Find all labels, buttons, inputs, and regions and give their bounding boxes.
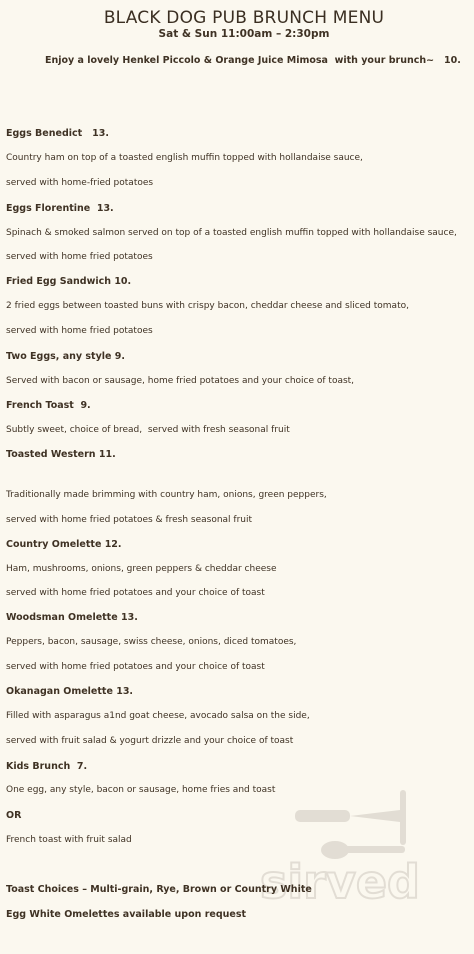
line-7: 2 fried eggs between toasted buns with crispy bacon, cheddar cheese and sliced tomato, (6, 301, 409, 311)
menu-title: BLACK DOG PUB BRUNCH MENU (103, 8, 385, 28)
line-19: Woodsman Omelette 13. (6, 612, 138, 623)
menu-hours: Sat & Sun 11:00am – 2:30pm (158, 28, 330, 40)
line-2: served with home-fried potatoes (6, 178, 154, 188)
line-29: Toast Choices – Multi-grain, Rye, Brown or Country White (6, 884, 312, 895)
line-22: Okanagan Omelette 13. (6, 686, 134, 697)
line-16: Country Omelette 12. (6, 539, 122, 550)
line-6: Fried Egg Sandwich 10. (6, 276, 132, 287)
line-8: served with home fried potatoes (6, 326, 153, 336)
line-24: served with fruit salad & yogurt drizzle and your choice of toast (6, 736, 294, 746)
line-0: Eggs Benedict 13. (6, 128, 109, 139)
line-9: Two Eggs, any style 9. (6, 351, 125, 362)
line-18: served with home fried potatoes and your choice of toast (6, 588, 265, 598)
line-26: One egg, any style, bacon or sausage, home fries and toast (6, 785, 276, 795)
line-15: served with home fried potatoes & fresh seasonal fruit (6, 515, 253, 525)
line-1: Country ham on top of a toasted english muffin topped with hollandaise sauce, (6, 153, 363, 163)
watermark-text: sirved (260, 855, 420, 909)
line-28: French toast with fruit salad (6, 835, 132, 845)
line-27: OR (6, 810, 22, 821)
sirved-watermark (250, 770, 450, 910)
line-25: Kids Brunch 7. (6, 761, 88, 772)
mimosa-offer: Enjoy a lovely Henkel Piccolo & Orange Juice Mimosa with your brunch~ 10. (45, 55, 461, 66)
line-23: Filled with asparagus a1nd goat cheese, avocado salsa on the side, (6, 711, 310, 721)
line-11: French Toast 9. (6, 400, 91, 411)
line-20: Peppers, bacon, sausage, swiss cheese, onions, diced tomatoes, (6, 637, 297, 647)
line-17: Ham, mushrooms, onions, green peppers & cheddar cheese (6, 564, 277, 574)
line-13: Toasted Western 11. (6, 449, 116, 460)
line-14: Traditionally made brimming with country ham, onions, green peppers, (6, 490, 327, 500)
line-12: Subtly sweet, choice of bread, served with fresh seasonal fruit (6, 425, 290, 435)
line-4: Spinach & smoked salmon served on top of a toasted english muffin topped with hollandaise sauce, (6, 228, 457, 238)
utensils-icon (295, 790, 406, 859)
line-3: Eggs Florentine 13. (6, 203, 114, 214)
line-21: served with home fried potatoes and your choice of toast (6, 662, 265, 672)
line-10: Served with bacon or sausage, home fried potatoes and your choice of toast, (6, 376, 355, 386)
line-5: served with home fried potatoes (6, 252, 153, 262)
line-30: Egg White Omelettes available upon request (6, 909, 247, 920)
